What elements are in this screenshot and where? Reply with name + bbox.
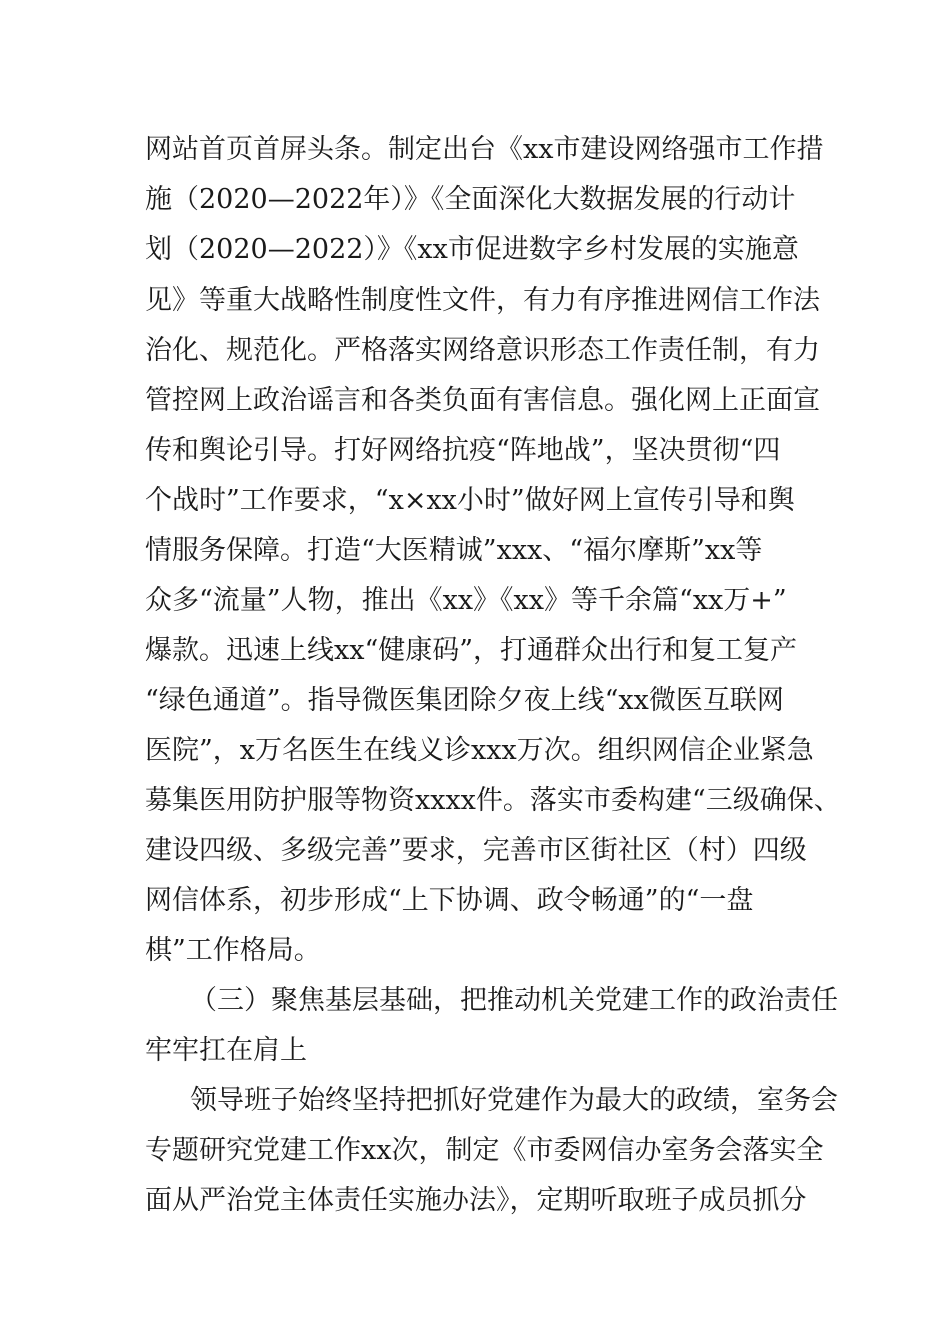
text-line: 领导班子始终坚持把抓好党建作为最大的政绩，室务会: [190, 1085, 838, 1116]
text-line: 个战时”工作要求，“x×xx小时”做好网上宣传引导和舆: [145, 485, 795, 516]
text-line: 爆款。迅速上线xx“健康码”，打通群众出行和复工复产: [145, 635, 798, 666]
text-line: 众多“流量”人物，推出《xx》《xx》等千余篇“xx万+”: [145, 585, 787, 616]
text-line: 网站首页首屏头条。制定出台《xx市建设网络强市工作措: [145, 134, 824, 165]
text-line: 见》等重大战略性制度性文件，有力有序推进网信工作法: [145, 285, 820, 316]
text-line: 施（2020—2022年）》《全面深化大数据发展的行动计: [145, 184, 796, 215]
text-line: 建设四级、多级完善”要求，完善市区街社区（村）四级: [145, 835, 807, 866]
section-heading-line: 牢牢扛在肩上: [145, 1035, 307, 1066]
text-line: 棋”工作格局。: [145, 935, 321, 966]
text-line: 治化、规范化。严格落实网络意识形态工作责任制，有力: [145, 335, 820, 366]
text-line: 面从严治党主体责任实施办法》，定期听取班子成员抓分: [145, 1185, 807, 1216]
text-line: 情服务保障。打造“大医精诚”xxx、“福尔摩斯”xx等: [145, 535, 763, 566]
text-line: 管控网上政治谣言和各类负面有害信息。强化网上正面宣: [145, 385, 820, 416]
text-line: 传和舆论引导。打好网络抗疫“阵地战”，坚决贯彻“四: [145, 435, 781, 466]
text-line: “绿色通道”。指导微医集团除夕夜上线“xx微医互联网: [145, 685, 784, 716]
section-heading-line: （三）聚焦基层基础，把推动机关党建工作的政治责任: [190, 985, 838, 1016]
text-line: 募集医用防护服等物资xxxx件。落实市委构建“三级确保、: [145, 785, 841, 816]
text-line: 网信体系，初步形成“上下协调、政令畅通”的“一盘: [145, 885, 754, 916]
text-line: 划（2020—2022）》《xx市促进数字乡村发展的实施意: [145, 234, 799, 265]
text-line: 专题研究党建工作xx次，制定《市委网信办室务会落实全: [145, 1135, 824, 1166]
text-line: 医院”，x万名医生在线义诊xxx万次。组织网信企业紧急: [145, 735, 814, 766]
